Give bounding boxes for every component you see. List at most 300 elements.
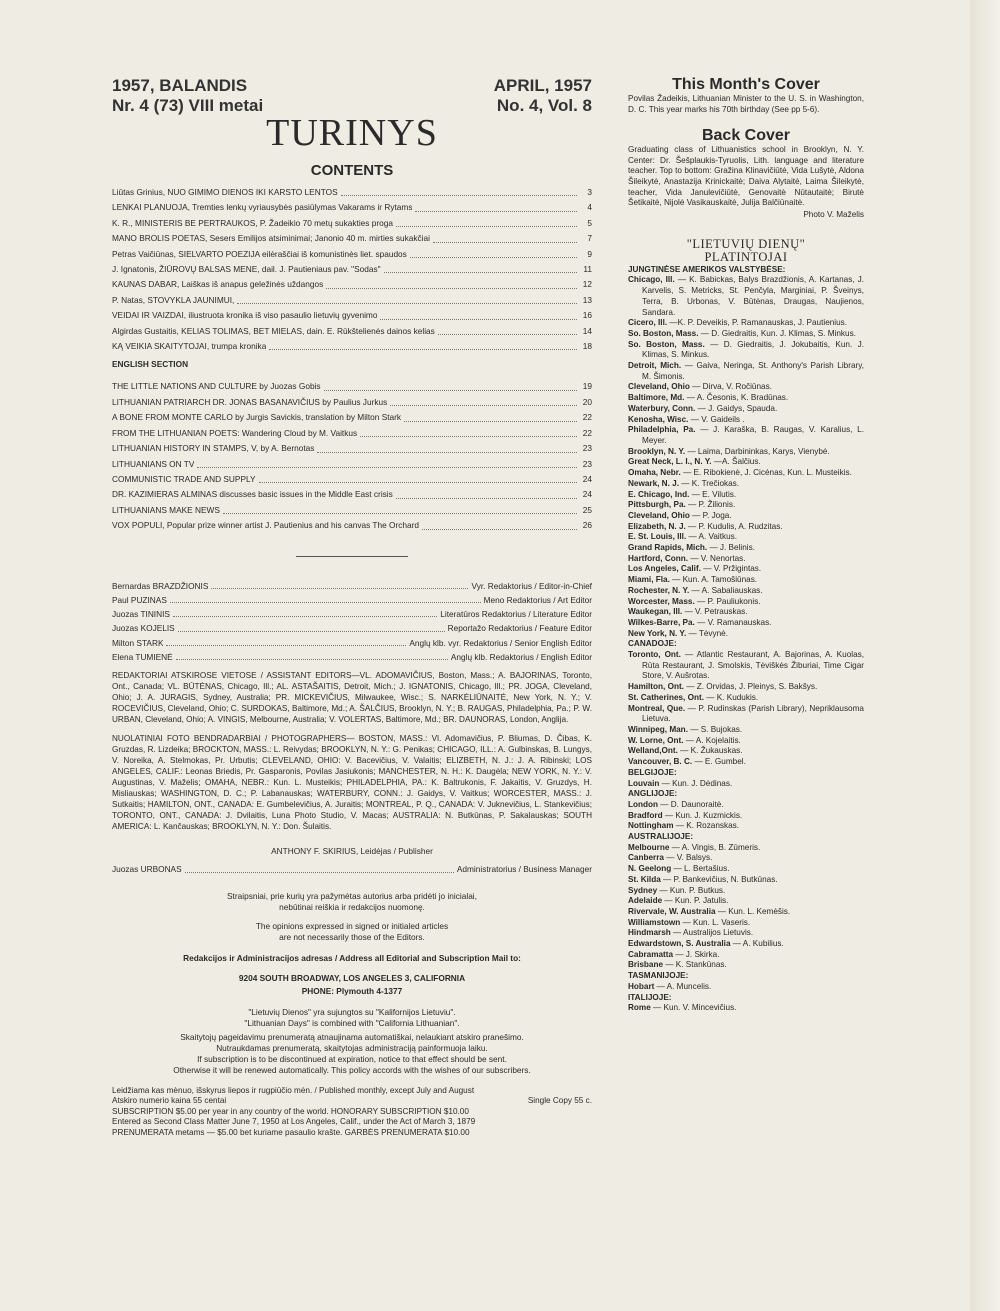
toc-entry: [112, 277, 592, 292]
toc-page-number: 12: [582, 279, 592, 290]
distributor-names: — Tėvynė.: [686, 628, 728, 638]
dot-leader: [178, 621, 445, 631]
toc-entry: [112, 308, 592, 323]
renewal-note: [112, 1032, 592, 1076]
dot-leader: [211, 579, 468, 589]
toc-page-number: 22: [582, 412, 592, 423]
distributor-entry: [628, 275, 864, 318]
distributor-city: Melbourne: [628, 842, 670, 852]
distributor-names: — Atlantic Restaurant, A. Bajorinas, A. Kuolas, Rūta Restaurant, J. Smolskis, Tėviškės Žiburiai, Time Cigar Store, V. Aušrotas.: [642, 650, 864, 681]
toc-page-number: 24: [582, 489, 592, 500]
toc-entry: [112, 339, 592, 354]
staff-role: Meno Redaktorius / Art Editor: [483, 594, 592, 605]
toc-entry: [112, 247, 592, 262]
contents-heading: CONTENTS: [310, 162, 394, 179]
distributor-names: — P. Žilionis.: [685, 500, 736, 510]
dot-leader: [341, 185, 577, 196]
dot-leader: [390, 395, 577, 406]
toc-entry: [112, 426, 592, 441]
distributor-entry: [628, 693, 864, 704]
distributor-names: — K. Trečiokas.: [678, 478, 740, 488]
lt-date: 1957, BALANDIS: [112, 76, 248, 95]
distributor-names: — V. Balsys.: [663, 853, 713, 863]
distributor-city: Hartford, Conn.: [628, 553, 689, 563]
distributor-city: London: [628, 799, 659, 809]
toc-entry: [112, 410, 592, 425]
distributor-names: — V. Petrauskas.: [682, 607, 748, 617]
staff-row: [112, 636, 592, 650]
distributor-names: — Kun. V. Mincevičius.: [650, 1003, 737, 1013]
dot-leader: [185, 862, 454, 872]
english-issue-info: [494, 76, 592, 116]
distributor-entry: [628, 736, 864, 747]
distributor-names: — P. Pauliukonis.: [694, 596, 761, 606]
assistant-editors: REDAKTORIAI ATSKIROSE VIETOSE / ASSISTANT EDITORS—VL. ADOMAVIČIUS, Boston, Mass.; A. BAJORINAS, Toronto, Ont., Canada; VL. BŪTĖNAS, Chicago, Ill.; AL. ASTAŠAITIS, Detroit, Mich.; J. IGNATONIS, Chicago, Ill.; PR. JOGA, Cleveland, Ohio; J. A. JURAGIS, Sydney, Australia; PR. MICKEVIČIUS, Milwaukee, Wisc.; S. NARKĖLIŪNAITĖ, New York, N. Y.; V. ROCEVIČIUS, Cleveland, Ohio; C. SURDOKAS, Baltimore, Md.; A. ŠALČIUS, Brooklyn, N. Y.; B. RAUGAS, Philadelphia, Pa.; P. W. URBAN, Cleveland, Ohio; A. VINGIS, Melbourne, Australia; V. VOLERTAS, Baltimore, Md.; BR. DAUNORAS, London, Anglija.: [112, 671, 592, 725]
distributor-entry: [628, 928, 864, 939]
toc-page-number: 13: [582, 294, 592, 305]
toc-entry: [112, 395, 592, 410]
distributor-city: Toronto, Ont.: [628, 650, 681, 660]
distributor-city: Nottingham: [628, 821, 674, 831]
toc-title: Algirdas Gustaitis, KELIAS TOLIMAS, BET MIELAS, dain. E. Rūkštelienės dainos kelias: [112, 325, 435, 336]
distributor-entry: [628, 853, 864, 864]
toc-page-number: 14: [582, 325, 592, 336]
price-lt: Atskiro numerio kaina 55 centai: [112, 1096, 227, 1106]
distributor-entry: [628, 886, 864, 897]
toc-page-number: 18: [582, 341, 592, 352]
administrator-name: Juozas URBONAS: [112, 864, 182, 875]
toc-page-number: 9: [587, 248, 592, 259]
distributor-city: Adelaide: [628, 896, 663, 906]
distributor-names: — A. Kubilius.: [730, 939, 784, 949]
distributor-entry: [628, 490, 864, 501]
toc-entry: [112, 200, 592, 215]
distributor-names: — Kun. P. Butkus.: [657, 885, 726, 895]
renewal-line: If subscription is to be discontinued at expiration, notice to that effect should be sent.: [197, 1053, 507, 1064]
distributor-entry: [628, 404, 864, 415]
toc-page-number: 7: [587, 233, 592, 244]
publisher: ANTHONY F. SKIRIUS, Leidėjas / Publisher: [271, 846, 433, 857]
distributor-names: — A. Sabaliauskas.: [689, 585, 763, 595]
distributor-names: — K. Babickas, Balys Brazdžionis, A. Kartanas, J. Karvelis, S. Metricks, St. Penčyla, Marginiai, P. Šveinys, Terra, B. Urbonas, V. Būtėnas, Draugas, Naujienos, Sandara.: [642, 275, 865, 317]
toc-page-number: 11: [583, 264, 592, 275]
distributor-entry: [628, 500, 864, 511]
distributor-names: — K. Kudukis.: [703, 692, 759, 702]
dot-leader: [404, 410, 577, 421]
distributor-names: —K. P. Deveikis, P. Ramanauskas, J. Pautienius.: [667, 318, 848, 328]
distributor-entry: [628, 554, 864, 565]
toc-title: FROM THE LITHUANIAN POETS: Wandering Cloud by M. Vaitkus: [112, 427, 358, 438]
dot-leader: [360, 426, 577, 437]
distributor-city: Bradford: [628, 810, 663, 820]
distributor-city: Cabramatta: [628, 949, 674, 959]
distributor-city: So. Boston, Mass.: [628, 339, 705, 349]
toc-title: Liūtas Grinius, NUO GIMIMO DIENOS IKI KARSTO LENTOS: [112, 187, 338, 197]
distributor-city: Waterbury, Conn.: [628, 403, 696, 413]
toc-title: DR. KAZIMIERAS ALMINAS discusses basic issues in the Middle East crisis: [112, 489, 393, 500]
toc-title: Petras Vaičiūnas, SIELVARTO POEZIJA eilėraščiai iš komunistinės liet. spaudos: [112, 248, 407, 259]
distributor-city: Elizabeth, N. J.: [628, 521, 686, 531]
distributor-city: Canberra: [628, 853, 664, 863]
dot-leader: [422, 518, 577, 529]
distributor-entry: [628, 447, 864, 458]
distributor-entry: [628, 982, 864, 993]
distributor-entry: [628, 650, 864, 682]
distributor-city: Rochester, N. Y.: [628, 585, 690, 595]
distributor-city: Louvain: [628, 778, 660, 788]
toc-title: K. R., MINISTERIS BE PERTRAUKOS, P. Žadeikio 70 metų sukakties proga: [112, 217, 393, 228]
staff-name: Paul PUZINAS: [112, 594, 167, 605]
dot-leader: [317, 441, 577, 452]
distributor-city: Omaha, Nebr.: [628, 468, 681, 478]
distributor-city: Vancouver, B. C.: [628, 757, 693, 767]
distributor-names: — L. Bertašius.: [671, 864, 730, 874]
staff-role: Reportažo Redaktorius / Feature Editor: [447, 623, 592, 634]
distributor-names: — S. Bujokas.: [687, 724, 743, 734]
toc-entry: [112, 379, 592, 394]
distributor-names: — K. Rozanskas.: [673, 821, 740, 831]
distributor-names: — P. Joga.: [689, 510, 732, 520]
distributor-city: E. St. Louis, Ill.: [628, 532, 687, 542]
page-edge: [970, 0, 1000, 1311]
lt-issue: Nr. 4 (73) VIII metai: [112, 96, 264, 115]
renewal-line: Skaitytojų pageidavimu prenumeratą atnaujinama automatiškai, nelaukiant atskiro pranešimo.: [180, 1031, 524, 1042]
toc-page-number: 23: [582, 458, 592, 469]
distributor-entry: [628, 575, 864, 586]
toc-title: P. Natas, STOVYKLA JAUNIMUI,: [112, 294, 235, 305]
distributor-city: N. Geelong: [628, 864, 672, 874]
dot-leader: [415, 200, 577, 211]
distributor-names: — A. Muncelis.: [654, 981, 712, 991]
distributor-entry: [628, 479, 864, 490]
distributor-entry: [628, 704, 864, 725]
distributor-country: ANGLIJOJE:: [628, 789, 678, 799]
distributor-city: St. Catherines, Ont.: [628, 692, 704, 702]
distributor-city: Welland,Ont.: [628, 746, 678, 756]
distributor-city: Sydney: [628, 885, 658, 895]
distributor-entry: [628, 522, 864, 533]
staff-role: Vyr. Redaktorius / Editor-in-Chief: [471, 580, 592, 591]
distributor-city: Montreal, Que.: [628, 703, 686, 713]
distributor-names: — Kun. J. Dėdinas.: [659, 778, 733, 788]
distributor-entry: [628, 532, 864, 543]
toc-entry: [112, 293, 592, 308]
dot-leader: [237, 293, 577, 304]
merger-line: "Lietuvių Dienos" yra sujungtos su "Kalifornijos Lietuviu".: [248, 1006, 456, 1017]
distributor-entry: [628, 757, 864, 768]
administrator-row: [112, 862, 592, 876]
toc-page-number: 22: [582, 427, 592, 438]
distributors-title-line: "LIETUVIŲ DIENŲ": [686, 236, 806, 251]
distributor-entry: [628, 950, 864, 961]
distributor-names: — Kun. A. Tamošiūnas.: [669, 575, 758, 585]
toc-entry: [112, 185, 592, 200]
issue-header: [112, 76, 592, 116]
divider: [296, 556, 408, 557]
distributor-names: — J. Gaidys, Spauda.: [695, 403, 778, 413]
distributor-names: — P. Bankevičius, N. Butkūnas.: [660, 874, 778, 884]
distributor-entry: [628, 779, 864, 790]
toc-page-number: 4: [587, 202, 592, 213]
distributor-city: Baltimore, Md.: [628, 393, 685, 403]
distributor-city: Hindmarsh: [628, 928, 671, 938]
staff-name: Juozas KOJELIS: [112, 623, 175, 634]
dot-leader: [438, 324, 577, 335]
phone: PHONE: Plymouth 4-1377: [301, 985, 403, 996]
staff-role: Anglų klb. vyr. Redaktorius / Senior English Editor: [409, 637, 592, 648]
distributor-entry: [628, 618, 864, 629]
toc-title: J. Ignatonis, ŽIŪROVŲ BALSAS MENE, dail. J. Pautieniaus pav. "Sodas": [112, 264, 381, 275]
toc-page-number: 5: [587, 217, 592, 228]
distributor-entry: [628, 393, 864, 404]
distributor-country: CANADOJE:: [628, 639, 677, 649]
distributor-names: — J. Belinis.: [707, 543, 755, 553]
footer-line: PRENUMERATA metams — $5.00 bet kuriame pasaulio krašte. GARBĖS PRENUMERATA $10.00: [112, 1127, 470, 1137]
toc-entry: [112, 487, 592, 502]
toc-entry: [112, 262, 592, 277]
right-column: [628, 76, 864, 1014]
distributor-entry: [628, 725, 864, 736]
editorial-staff: [112, 579, 592, 665]
distributor-entry: [628, 468, 864, 479]
toc-entry: [112, 231, 592, 246]
price-en: Single Copy 55 c.: [527, 1096, 592, 1106]
toc-title: VEIDAI IR VAIZDAI, iliustruota kronika iš viso pasaulio lietuvių gyvenimo: [112, 310, 378, 321]
distributor-country: AUSTRALIJOJE:: [628, 832, 694, 842]
price-row: [112, 1096, 592, 1107]
distributor-entry: [628, 939, 864, 950]
distributor-names: — V. Gaideils .: [688, 414, 745, 424]
distributor-entry: [628, 543, 864, 554]
staff-row: [112, 621, 592, 635]
staff-role: Anglų klb. Redaktorius / English Editor: [450, 652, 592, 663]
footer-line: Leidžiama kas mėnuo, išskyrus liepos ir rugpiūčio mėn. / Published monthly, except July and August: [112, 1085, 475, 1095]
en-date: APRIL, 1957: [493, 76, 592, 95]
disclaimer-en: [112, 921, 592, 943]
distributor-entry: [628, 361, 864, 382]
distributor-names: — A. Česonis, K. Bradūnas.: [684, 393, 789, 403]
left-column: [112, 76, 592, 1139]
dot-leader: [396, 216, 577, 227]
distributor-entry: [628, 318, 864, 329]
distributor-city: Cleveland, Ohio: [628, 510, 690, 520]
distributor-names: — V. Ramanauskas.: [694, 617, 772, 627]
distributor-city: Cleveland, Ohio: [628, 382, 690, 392]
dot-leader: [170, 593, 481, 603]
table-of-contents: [112, 185, 592, 354]
distributor-city: Kenosha, Wisc.: [628, 414, 689, 424]
distributor-country: BELGIJOJE:: [628, 767, 677, 777]
dot-leader: [326, 277, 577, 288]
distributor-city: Hobart: [628, 981, 655, 991]
distributors-list: [628, 265, 864, 1014]
subscription-footer: [112, 1086, 592, 1139]
distributor-city: Newark, N. J.: [628, 478, 679, 488]
toc-page-number: 3: [587, 187, 592, 197]
toc-entry: [112, 457, 592, 472]
dot-leader: [269, 339, 577, 350]
toc-title: KAUNAS DABAR, Laiškas iš anapus geležinės uždangos: [112, 279, 324, 290]
distributor-entry: [628, 415, 864, 426]
toc-title: LITHUANIANS ON TV: [112, 458, 195, 469]
disclaimer-lt-line: nebūtinai reiškia ir redakcijos nuomonę.: [279, 901, 425, 912]
distributor-country: ITALIJOJE:: [628, 992, 672, 1002]
distributor-entry: [628, 682, 864, 693]
distributor-names: —A. Šalčius.: [711, 457, 761, 467]
distributor-names: — P. Kudulis, A. Rudzitas.: [685, 521, 783, 531]
distributor-names: — A. Kojelaitis.: [683, 735, 741, 745]
distributor-names: — D. Daunoraitė.: [658, 799, 724, 809]
back-cover-description: Graduating class of Lithuanistics school in Brooklyn, N. Y. Center: Dr. Šešplaukis-Tyruolis, Lith. language and literature teacher. Top to bottom: Gražina Klinavičiūtė, Vida Lušytė, Aldona Šileikytė, Anastazija Krinickaitė; Daiva Alytaitė, Laima Šileikytė, teacher, Vida Janulevičiūtė, Genovaitė Nūtautaitė; Birutė Šetikaitė, Nijolė Vasikauskaitė, Julija Balčiūnaitė.: [628, 145, 864, 208]
distributor-city: Williamstown: [628, 917, 681, 927]
cover-heading: This Month's Cover: [672, 76, 820, 93]
dot-leader: [166, 636, 406, 646]
dot-leader: [259, 472, 577, 483]
distributor-names: — D. Giedraitis, J. Jokubaitis, Kun. J. Klimas, S. Minkus.: [642, 339, 864, 360]
distributor-city: Rome: [628, 1003, 651, 1013]
dot-leader: [176, 650, 448, 660]
distributor-city: Wilkes-Barre, Pa.: [628, 617, 695, 627]
distributor-names: — Kun. L. Kemėšis.: [715, 906, 791, 916]
toc-page-number: 26: [582, 520, 592, 531]
distributor-names: — K. Stankūnas.: [663, 960, 727, 970]
photo-credit: Photo V. Maželis: [803, 209, 864, 219]
staff-row: [112, 579, 592, 593]
distributor-entry: [628, 746, 864, 757]
distributor-entry: [628, 821, 864, 832]
distributor-names: — V. Nenortas.: [688, 553, 746, 563]
disclaimer-en-line: are not necessarily those of the Editors.: [279, 931, 425, 942]
staff-name: Milton STARK: [112, 637, 164, 648]
distributor-city: Hamilton, Ont.: [628, 682, 684, 692]
distributor-city: Brooklyn, N. Y.: [628, 446, 686, 456]
toc-entry: [112, 503, 592, 518]
toc-title: LITHUANIAN HISTORY IN STAMPS, V, by A. Bernotas: [112, 443, 315, 454]
distributor-entry: [628, 425, 864, 446]
distributor-names: — E. Ribokienė, J. Cicėnas, Kun. L. Musteikis.: [680, 468, 852, 478]
toc-page-number: 16: [582, 310, 592, 321]
distributor-city: Pittsburgh, Pa.: [628, 500, 686, 510]
toc-title: COMMUNISTIC TRADE AND SUPPLY: [112, 473, 256, 484]
toc-title: VOX POPULI, Popular prize winner artist J. Pautienius and his canvas The Orchard: [112, 520, 419, 531]
disclaimer-lt: [112, 891, 592, 913]
toc-title: THE LITTLE NATIONS AND CULTURE by Juozas Gobis: [112, 381, 321, 392]
dot-leader: [197, 457, 577, 468]
distributor-names: — Kun. P. Jatulis.: [662, 896, 729, 906]
distributor-names: — A. Vaitkus.: [686, 532, 738, 542]
toc-page-number: 25: [582, 504, 592, 515]
distributor-entry: [628, 918, 864, 929]
toc-entry: [112, 472, 592, 487]
distributor-entry: [628, 907, 864, 918]
distributor-city: New York, N. Y.: [628, 628, 687, 638]
distributor-names: — J. Karaška, B. Raugas, V. Karalius, L. Meyer.: [642, 425, 864, 445]
distributor-city: Chicago, Ill.: [628, 275, 675, 285]
english-section-label: ENGLISH SECTION: [112, 359, 189, 370]
distributor-entry: [628, 457, 864, 468]
dot-leader: [380, 308, 577, 319]
toc-page-number: 23: [582, 443, 592, 454]
photographers: NUOLATINIAI FOTO BENDRADARBIAI / PHOTOGRAPHERS— BOSTON, MASS.: Vl. Adomavičius, P. Bliumas, D. Čibas, K. Gruzdas, R. Lizdeika; BROCKTON, MASS.: L. Reivydas; BROOKLYN, N. Y.: G. Penikas; CHICAGO, ILL.: A. Gulbinskas, B. Lungys, V. Noreika, A. Stelmokas, Pr. Urbutis; CLEVELAND, OHIO: V. Bacevičius, V. Valaitis; ELIZBETH, N. J.: J. A. Ribinski; LOS ANGELES, CALIF.: Leonas Briedis, Pr. Gasparonis, Povilas Jasiukonis; MANCHESTER, N. H.: K. Daugėla; NEW YORK, N. Y.: V. Augustinas, V. Maželis; OMAHA, NEBR.: Kun. L. Musteikis; PHILADELPHIA, PA.: K. Baltrukonis, F. Jakaitis, V. Gruzdys, H. Misliauskas; WASHINGTON, D. C.; P. Labanauskas; WATERBURY, CONN.: J. Gaidys, V. Vaitkus; WORCESTER, MASS.: J. Sutkaitis; HAMILTON, ONT., CANADA: E. Gumbelevičius, A. Juraitis; MONTREAL, P. Q., CANADA: V. Juknevičius, L. Stankevičius; TORONTO, ONT., CANADA: J. Dvilaitis, Luna Photo Studio, V. Macas; AUSTRALIA: N. Butkūnas, P. Sakalauskas; SOUTH AMERICA: L. Kančauskas; BROOKLYN, N. Y.: Don. Šulaitis.: [112, 734, 592, 832]
toc-entry: [112, 216, 592, 231]
distributor-city: Cicero, Ill.: [628, 318, 668, 328]
en-issue: No. 4, Vol. 8: [496, 96, 592, 115]
toc-title: KĄ VEIKIA SKAITYTOJAI, trumpa kronika: [112, 341, 267, 352]
toc-page-number: 20: [582, 396, 592, 407]
distributor-entry: [628, 586, 864, 597]
distributor-names: — Gaiva, Neringa, St. Anthony's Parish Library, M. Šimonis.: [642, 361, 864, 381]
distributor-country: JUNGTINĖSE AMERIKOS VALSTYBĖSE:: [628, 264, 786, 274]
distributor-city: Brisbane: [628, 960, 664, 970]
distributor-entry: [628, 1003, 864, 1014]
distributor-entry: [628, 811, 864, 822]
distributor-entry: [628, 960, 864, 971]
administrator-role: Administratorius / Business Manager: [456, 864, 592, 875]
distributor-entry: [628, 896, 864, 907]
dot-leader: [173, 607, 437, 617]
toc-page-number: 24: [582, 473, 592, 484]
staff-row: [112, 650, 592, 664]
distributor-names: — Australijos Lietuvis.: [670, 928, 754, 938]
cover-description: Povilas Žadeikis, Lithuanian Minister to the U. S. in Washington, D. C. This year marks his 70th birthday (See pp 5-6).: [628, 94, 864, 114]
distributor-entry: [628, 329, 864, 340]
distributor-city: Great Neck, L. I., N. Y.: [628, 457, 712, 467]
back-cover-heading: Back Cover: [701, 127, 791, 145]
distributor-entry: [628, 340, 864, 361]
distributor-city: Waukegan, Ill.: [628, 607, 683, 617]
distributor-entry: [628, 864, 864, 875]
address: 9204 SOUTH BROADWAY, LOS ANGELES 3, CALIFORNIA: [238, 972, 466, 983]
distributors-title-line: PLATINTOJAI: [704, 250, 788, 265]
merger-note: [112, 1007, 592, 1029]
distributor-entry: [628, 875, 864, 886]
distributor-names: — E. Gumbel.: [692, 757, 746, 767]
distributor-entry: [628, 597, 864, 608]
distributor-names: — Kun. L. Vaseris.: [680, 917, 751, 927]
distributor-entry: [628, 564, 864, 575]
toc-title: LITHUANIANS MAKE NEWS: [112, 504, 220, 515]
staff-name: Bernardas BRAZDŽIONIS: [112, 580, 209, 591]
distributor-names: — Laima, Darbininkas, Karys, Vienybė.: [685, 446, 830, 456]
distributor-names: — A. Vingis, B. Zūmeris.: [669, 842, 761, 852]
distributor-country: TASMANIJOJE:: [628, 971, 689, 981]
distributor-names: — D. Giedraitis, Kun. J. Klimas, S. Minkus.: [698, 328, 856, 338]
staff-row: [112, 593, 592, 607]
dot-leader: [384, 262, 577, 273]
distributor-city: So. Boston, Mass.: [628, 328, 699, 338]
distributor-city: Winnipeg, Man.: [628, 724, 688, 734]
distributor-city: Edwardstown, S. Australia: [628, 939, 731, 949]
disclaimer-en-line: The opinions expressed in signed or initialed articles: [255, 920, 449, 931]
toc-title: LITHUANIAN PATRIARCH DR. JONAS BASANAVIČIUS by Paulius Jurkus: [112, 396, 388, 407]
dot-leader: [324, 379, 577, 390]
renewal-line: Nutraukdamas prenumeratą, skaitytojas administraciją painformuoja laiku.: [216, 1042, 488, 1053]
distributor-entry: [628, 607, 864, 618]
distributor-city: Philadelphia, Pa.: [628, 425, 696, 435]
distributor-names: — Z. Orvidas, J. Pleinys, S. Bakšys.: [683, 682, 818, 692]
distributor-names: — V. Pržigintas.: [700, 564, 762, 574]
distributor-entry: [628, 800, 864, 811]
staff-row: [112, 607, 592, 621]
distributor-city: E. Chicago, Ind.: [628, 489, 690, 499]
distributor-names: — P. Rudinskas (Parish Library), Nepriklausoma Lietuva.: [642, 703, 864, 724]
staff-name: Elena TUMIENĖ: [112, 652, 173, 663]
toc-entry: [112, 324, 592, 339]
distributor-names: — K. Žukauskas.: [677, 746, 743, 756]
distributor-entry: [628, 382, 864, 393]
toc-title: A BONE FROM MONTE CARLO by Jurgis Savickis, translation by Milton Stark: [112, 412, 402, 423]
dot-leader: [396, 487, 577, 498]
